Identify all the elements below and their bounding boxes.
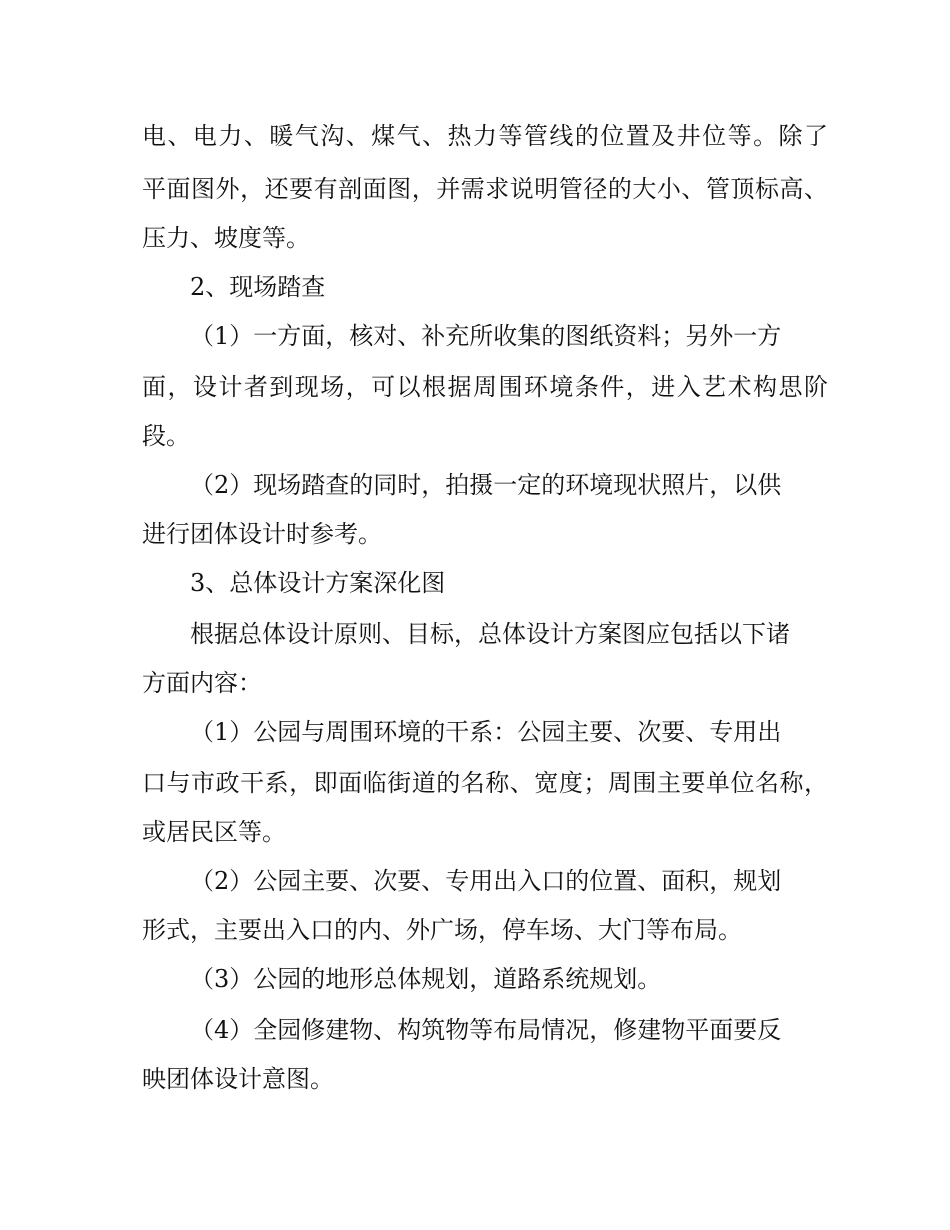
text-line: 平面图外，还要有剖面图，并需求说明管径的大小、管顶标高、 [142, 175, 828, 203]
section-heading: 2、现场踏查 [190, 273, 326, 301]
section-heading: 3、总体设计方案深化图 [190, 569, 446, 597]
text-line: 口与市政干系，即面临街道的名称、宽度；周围主要单位名称， [142, 769, 828, 797]
text-line: （1）公园与周围环境的干系：公园主要、次要、专用出 [190, 718, 782, 746]
text-line: （2）现场踏查的同时，拍摄一定的环境现状照片，以供 [190, 471, 782, 499]
text-line: 或居民区等。 [142, 818, 286, 846]
text-line: 段。 [142, 422, 190, 450]
text-line: 进行团体设计时参考。 [142, 520, 382, 548]
text-line: 压力、坡度等。 [142, 224, 310, 252]
text-line: （3）公园的地形总体规划，道路系统规划。 [190, 965, 662, 993]
text-line: （4）全园修建物、构筑物等布局情况，修建物平面要反 [190, 1016, 782, 1044]
text-line: 方面内容： [142, 669, 262, 697]
text-line: （2）公园主要、次要、专用出入口的位置、面积，规划 [190, 867, 782, 895]
text-line: （1）一方面，核对、补充所收集的图纸资料；另外一方 [190, 322, 782, 350]
text-line: 根据总体设计原则、目标，总体设计方案图应包括以下诸 [190, 620, 790, 648]
text-line: 形式，主要出入口的内、外广场，停车场、大门等布局。 [142, 916, 742, 944]
text-line: 映团体设计意图。 [142, 1065, 334, 1093]
text-line: 面，设计者到现场，可以根据周围环境条件，进入艺术构思阶 [142, 373, 828, 401]
text-line: 电、电力、暖气沟、煤气、热力等管线的位置及井位等。除了 [142, 122, 828, 150]
